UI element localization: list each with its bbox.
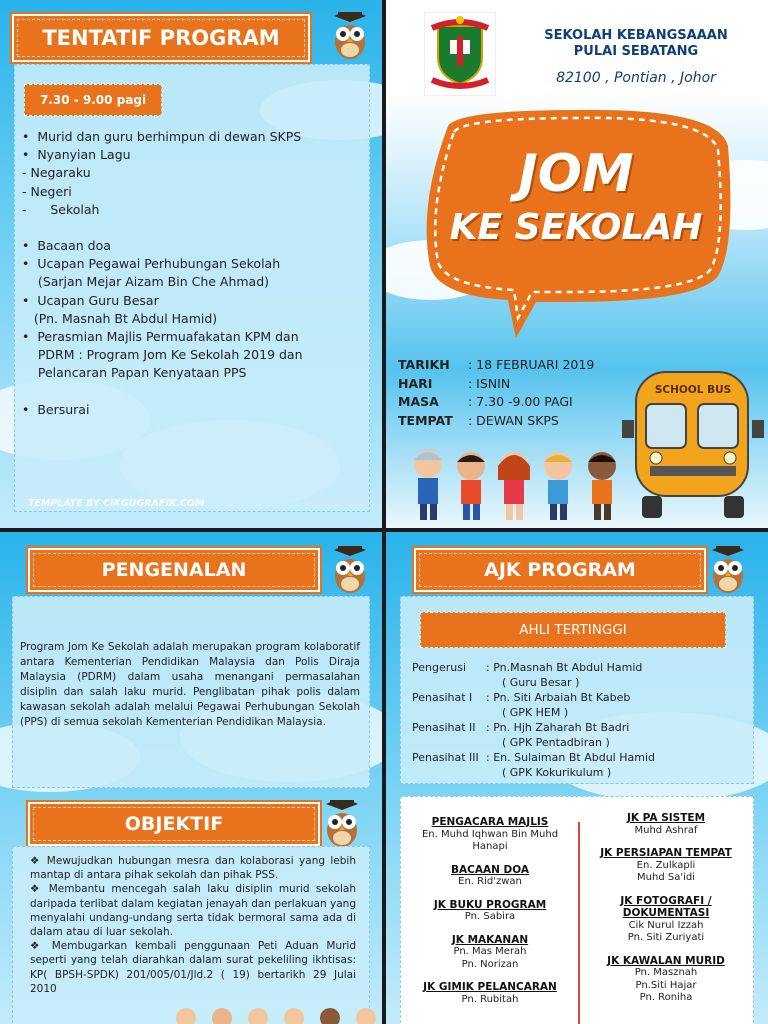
title-ke-sekolah: KE SEKOLAH	[449, 207, 703, 248]
committee-unit	[408, 981, 572, 1006]
unit-title: JK PA SISTEM	[626, 812, 706, 824]
unit-member: Pn.Siti Hajar	[635, 979, 697, 991]
panel-pengenalan	[0, 532, 382, 1024]
committee-list	[412, 660, 752, 780]
tentatif-item: • Nyanyian Lagu	[22, 147, 131, 163]
kids-strip	[170, 1006, 382, 1024]
detail-value: : 7.30 -9.00 PAGI	[468, 394, 573, 409]
detail-value: : 18 FEBRUARI 2019	[468, 357, 595, 372]
unit-member: Muhd Sa'idi	[637, 872, 695, 883]
school-name: SEKOLAH KEBANGSAAAN PULAI SEBATANG	[544, 28, 728, 59]
committee-role: Penasihat III	[412, 751, 479, 764]
unit-member: Hanapi	[472, 841, 508, 852]
committee-unit	[584, 812, 748, 837]
watermark: TEMPLATE BY CIKGUGRAFIK.COM	[28, 498, 205, 509]
tentatif-header: TENTATIF PROGRAM	[12, 14, 310, 62]
unit-title: PENGACARA MAJLIS	[431, 816, 549, 828]
detail-label: HARI	[398, 375, 433, 391]
unit-member: Pn. Mas Merah	[453, 946, 527, 957]
tentatif-item: • Perasmian Majlis Permuafakatan KPM dan	[22, 329, 299, 345]
pengenalan-header: PENGENALAN	[28, 548, 320, 592]
tentatif-item: PDRM : Program Jom Ke Sekolah 2019 dan	[22, 347, 303, 363]
committee-unit	[584, 847, 748, 885]
unit-member: Pn. Siti Zuriyati	[627, 932, 705, 943]
pengenalan-body: Program Jom Ke Sekolah adalah merupakan program kolaboratif antara Kementerian Pendidikan Malaysia dan Polis Diraja Malaysia (PDRM) dalam usaha menangani permasalahan disiplin dan salah laku murid. Penglibatan pihak polis dalam kawasan sekolah adalah melalui Pegawai Perhubungan Sekolah (PPS) di semua sekolah Kementerian Pendidikan Malaysia.	[20, 641, 360, 728]
tentatif-item: Pelancaran Papan Kenyataan PPS	[22, 365, 247, 381]
ajk-header: AJK PROGRAM	[414, 548, 706, 592]
committee-post: ( GPK HEM )	[502, 706, 569, 719]
tentatif-item: • Ucapan Pegawai Perhubungan Sekolah	[22, 256, 281, 272]
detail-value: : ISNIN	[468, 375, 511, 391]
divider	[578, 822, 580, 1024]
objective-item: ❖ Mewujudkan hubungan mesra dan kolaborasi yang lebih mantap di antara pihak sekolah dan pihak PSS.	[30, 855, 356, 882]
objective-list	[30, 854, 356, 996]
detail-value: : DEWAN SKPS	[468, 412, 559, 428]
committee-unit	[408, 816, 572, 854]
detail-label: TARIKH	[398, 357, 450, 372]
tentatif-item	[22, 219, 362, 237]
committee-row	[412, 660, 752, 675]
unit-title: JK KAWALAN MURID	[607, 954, 725, 967]
bus-sign: SCHOOL BUS	[654, 384, 732, 396]
owl-icon	[330, 546, 370, 594]
committee-name: : Pn. Siti Arbaiah Bt Kabeb	[486, 691, 631, 704]
unit-member: Pn. Roniha	[639, 992, 693, 1003]
unit-member: Pn. Sabira	[464, 911, 516, 922]
committee-unit	[408, 934, 572, 972]
detail-row	[398, 375, 598, 394]
owl-icon	[330, 12, 370, 60]
detail-row	[398, 393, 598, 412]
school-address: 82100 , Pontian , Johor	[556, 70, 716, 86]
panel-tentatif	[0, 0, 382, 528]
committee-unit	[408, 864, 572, 889]
objective-item: ❖ Membugarkan kembali penggunaan Peti Aduan Murid seperti yang telah diarahkan dalam surat pekeliling ikhtisas: KP( BPSH-SPDK) 201/005/01/Jld.2 ( 19) bertarikh 29 Julai 2010	[30, 940, 356, 995]
committee-name: : Pn. Hjh Zaharah Bt Badri	[486, 721, 630, 734]
objective-item: ❖ Membantu mencegah salah laku disiplin murid sekolah daripada terlibat dalam kegiatan jenayah dan perlakuan yang menyalahi undang-undang serta tidak bermoral sama ada di dalam atau di luar sekolah.	[30, 883, 356, 939]
title-jom: JOM	[518, 144, 634, 204]
committee-role: Penasihat II	[412, 721, 476, 734]
tentatif-item: (Pn. Masnah Bt Abdul Hamid)	[22, 310, 218, 326]
unit-member: Cik Nurul Izzah	[628, 919, 704, 931]
unit-member: En. Muhd Iqhwan Bin Muhd	[421, 828, 559, 840]
event-details	[398, 356, 598, 430]
detail-row	[398, 356, 598, 375]
committee-unit	[408, 899, 572, 924]
committee-row	[412, 690, 752, 705]
committee-name: : Pn.Masnah Bt Abdul Hamid	[486, 661, 643, 674]
left-units	[408, 816, 572, 1016]
right-units	[584, 812, 748, 1015]
tentatif-item: (Sarjan Mejar Aizam Bin Che Ahmad)	[22, 274, 270, 290]
committee-post: ( GPK Kokurikulum )	[502, 766, 612, 779]
tentatif-list	[22, 128, 362, 419]
committee-post: ( GPK Pentadbiran )	[502, 736, 610, 749]
detail-label: MASA	[398, 394, 439, 409]
tentatif-item: - Negaraku	[22, 165, 91, 181]
objektif-header: OBJEKTIF	[28, 802, 320, 846]
committee-role: Pengerusi	[412, 661, 467, 674]
owl-icon	[708, 546, 748, 594]
committee-post: ( Guru Besar )	[502, 676, 580, 689]
committee-unit	[584, 955, 748, 1005]
unit-title: JK PERSIAPAN TEMPAT	[600, 847, 732, 859]
tentatif-item: - Negeri	[22, 183, 72, 199]
unit-member: En. Rid'zwan	[458, 876, 522, 887]
unit-member: Pn. Masznah	[634, 967, 698, 978]
unit-title: JK BUKU PROGRAM	[433, 898, 547, 911]
detail-label: TEMPAT	[398, 412, 453, 428]
committee-role: Penasihat I	[412, 691, 473, 704]
school-logo	[424, 12, 496, 96]
unit-member: Pn. Norizan	[461, 958, 519, 970]
detail-row	[398, 412, 598, 431]
tentatif-item: - Sekolah	[22, 201, 100, 217]
unit-member: Pn. Rubitah	[461, 993, 519, 1005]
tentatif-item: • Murid dan guru berhimpun di dewan SKPS	[22, 129, 302, 144]
unit-title: JK GIMIK PELANCARAN	[423, 981, 557, 993]
committee-unit	[584, 895, 748, 945]
unit-title: JK FOTOGRAFI / DOKUMENTASI	[620, 894, 712, 919]
owl-icon	[322, 800, 362, 848]
committee-row	[412, 750, 752, 765]
committee-row	[412, 720, 752, 735]
tentatif-item	[22, 383, 362, 401]
kids-illustration	[408, 446, 626, 524]
unit-member: Muhd Ashraf	[634, 824, 698, 836]
unit-title: JK MAKANAN	[451, 933, 529, 946]
unit-title: BACAAN DOA	[450, 863, 530, 876]
unit-member: En. Zulkapli	[636, 859, 696, 871]
panel-ajk	[386, 532, 768, 1024]
time-tag: 7.30 - 9.00 pagi	[24, 84, 162, 116]
panel-cover	[386, 0, 768, 528]
tentatif-item: • Bacaan doa	[22, 238, 111, 254]
tentatif-item: • Ucapan Guru Besar	[22, 292, 159, 308]
ahli-tertinggi-tag: AHLI TERTINGGI	[420, 612, 726, 648]
tentatif-item: • Bersurai	[22, 401, 90, 417]
committee-name: : En. Sulaiman Bt Abdul Hamid	[486, 751, 655, 764]
